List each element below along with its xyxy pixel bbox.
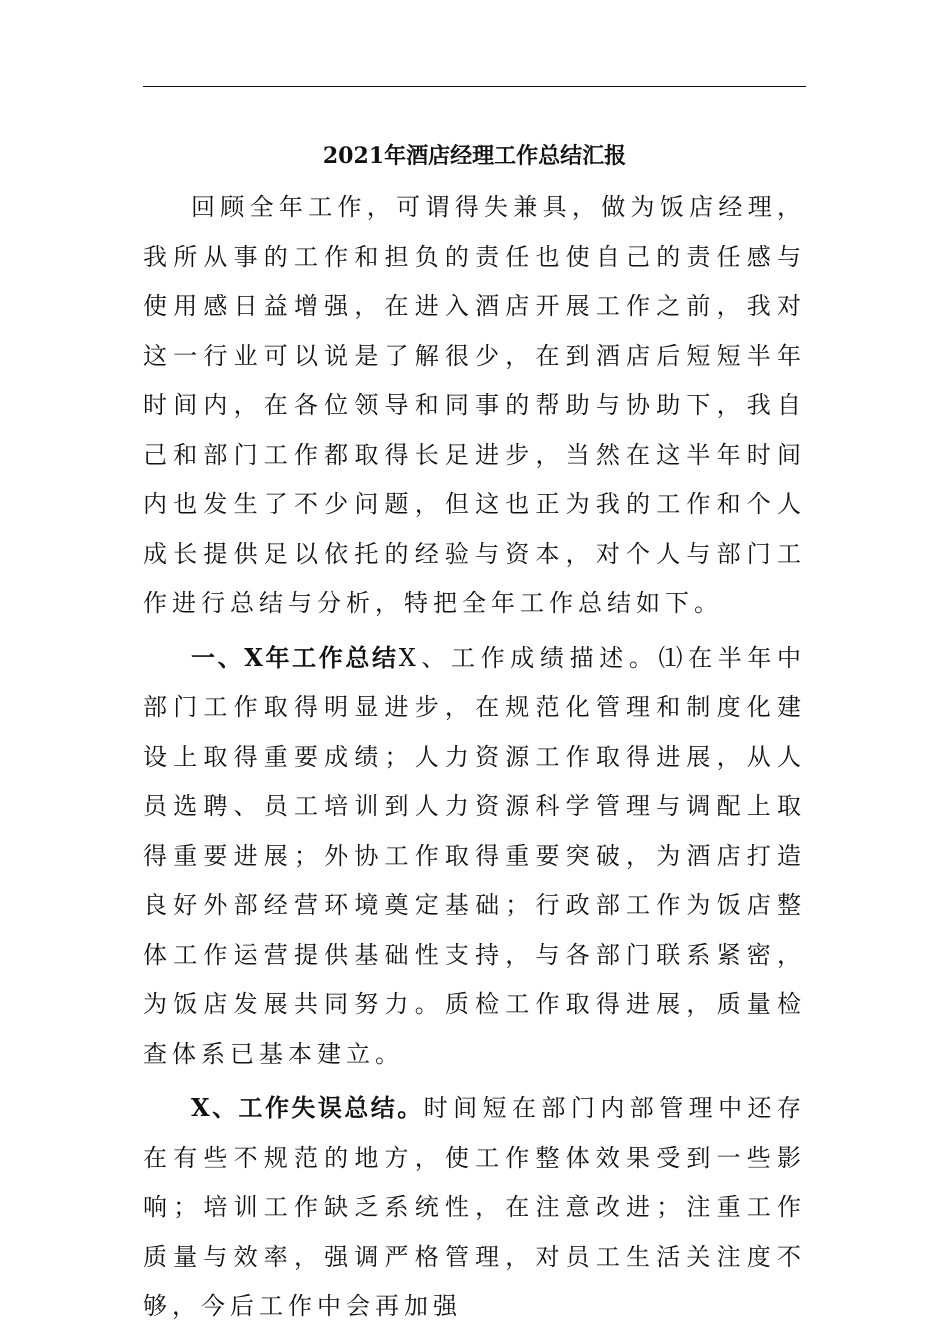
section-heading-work-summary: 一、X年工作总结 [191,642,399,672]
paragraph-mistakes-summary [143,1083,806,1332]
header-rule [143,86,806,87]
paragraph-mistakes-summary-text: 时间短在部门内部管理中还存在有些不规范的地方，使工作整体效果受到一些影响；培训工作缺乏系统性，在注意改进；注重工作质量与效率，强调严格管理，对员工生活关注度不够，今后工作中会再加强 [143,1094,806,1320]
document-title: 2021年酒店经理工作总结汇报 [322,143,627,169]
paragraph-intro-text: 回顾全年工作，可谓得失兼具，做为饭店经理，我所从事的工作和担负的责任也使自己的责任感与使用感日益增强，在进入酒店开展工作之前，我对这一行业可以说是了解很少，在到酒店后短短半年时间内，在各位领导和同事的帮助与协助下，我自己和部门工作都取得长足进步，当然在这半年时间内也发生了不少问题，但这也正为我的工作和个人成长提供足以依托的经验与资本，对个人与部门工作进行总结与分析，特把全年工作总结如下。 [143,193,806,617]
document-body [143,183,806,1332]
paragraph-work-summary [143,633,806,1080]
section-heading-mistakes-summary: X、工作失误总结。 [191,1093,424,1122]
paragraph-intro [143,183,806,629]
paragraph-work-summary-text: X、工作成绩描述。⑴在半年中部门工作取得明显进步，在规范化管理和制度化建设上取得重要成绩；人力资源工作取得进展，从人员选聘、员工培训到人力资源科学管理与调配上取得重要进展；外协工作取得重要突破，为酒店打造良好外部经营环境奠定基础；行政部工作为饭店整体工作运营提供基础性支持，与各部门联系紧密，为饭店发展共同努力。质检工作取得进展，质量检查体系已基本建立。 [143,643,806,1068]
